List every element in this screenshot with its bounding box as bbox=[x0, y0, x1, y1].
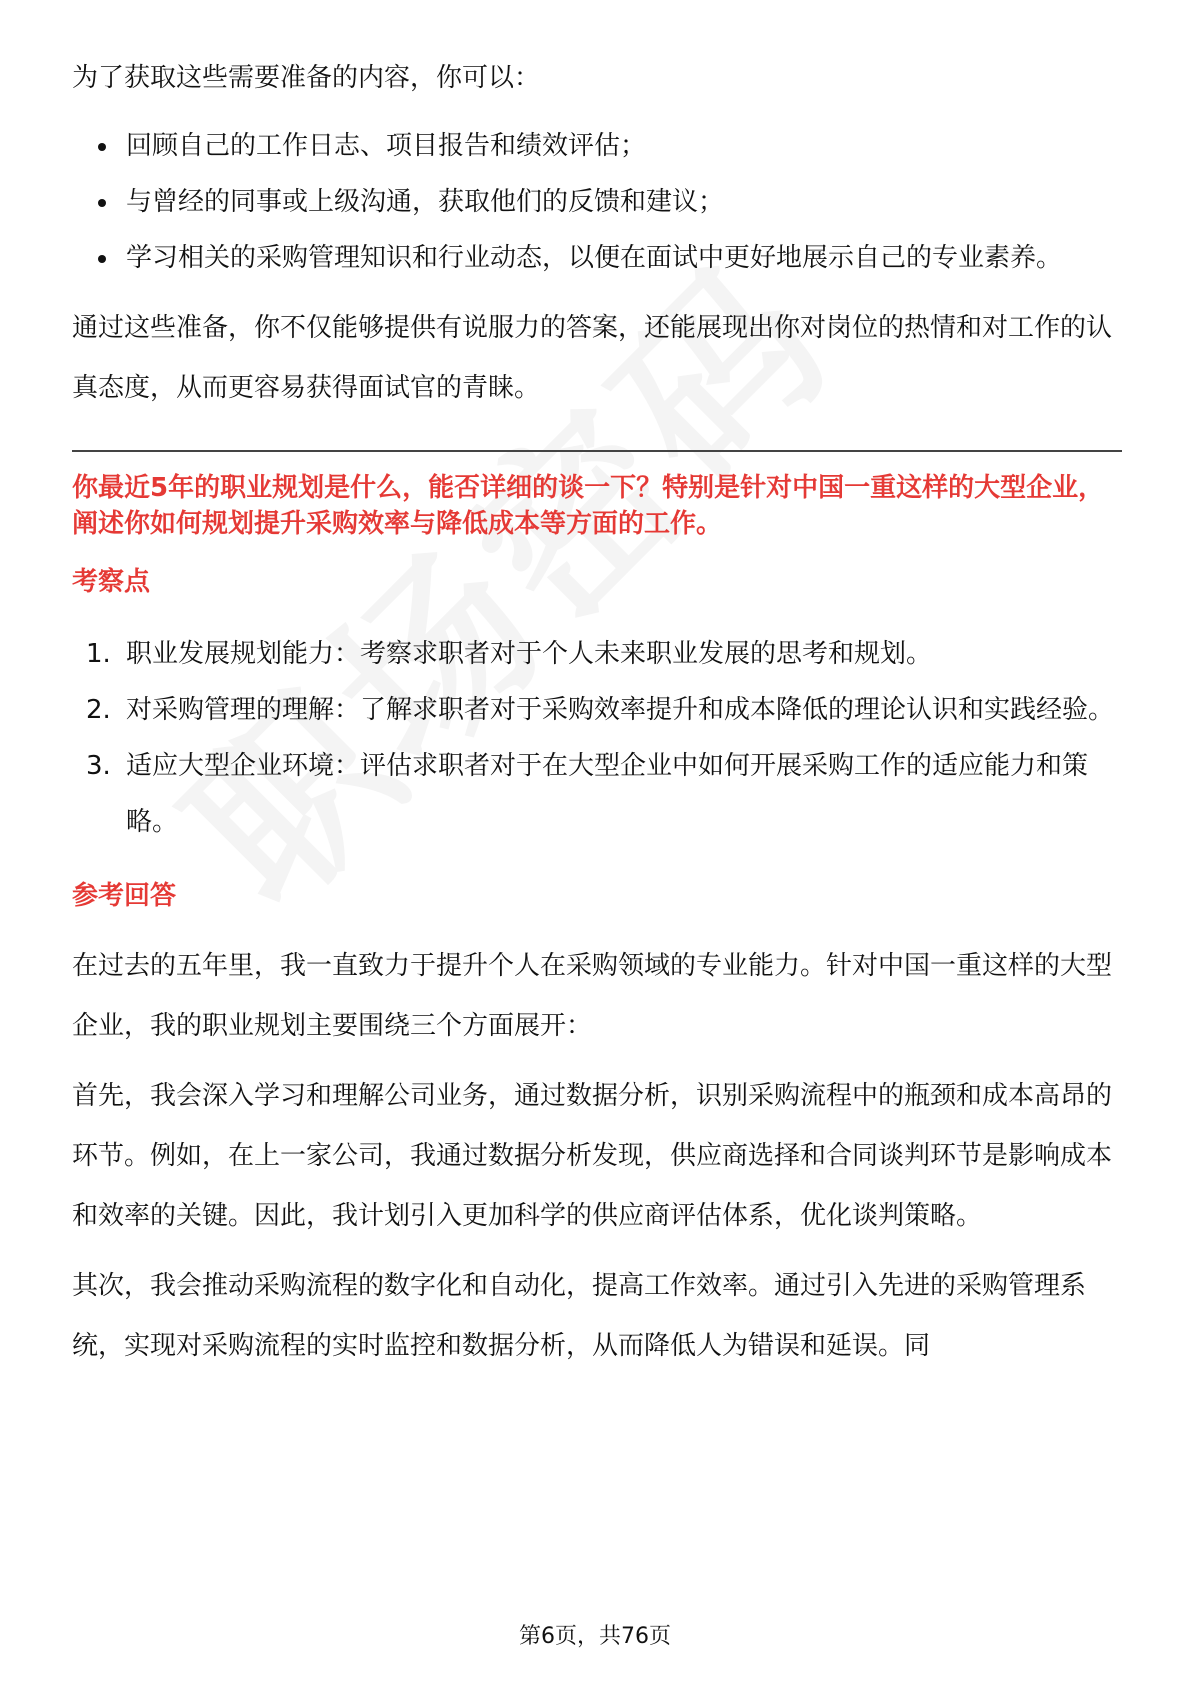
intro-paragraph: 为了获取这些需要准备的内容，你可以： bbox=[72, 63, 541, 93]
list-item bbox=[72, 230, 1122, 286]
bullet-icon bbox=[98, 199, 106, 207]
answer-paragraph: 在过去的五年里，我一直致力于提升个人在采购领域的专业能力。针对中国一重这样的大型企业，我的职业规划主要围绕三个方面展开： bbox=[72, 951, 1113, 1041]
page-number: 第6页，共76页 bbox=[519, 1624, 671, 1649]
list-item-text: 对采购管理的理解：了解求职者对于采购效率提升和成本降低的理论认识和实践经验。 bbox=[126, 695, 1115, 725]
list-number: 3. bbox=[86, 751, 111, 781]
list-item-text: 职业发展规划能力：考察求职者对于个人未来职业发展的思考和规划。 bbox=[126, 639, 933, 669]
preparation-list bbox=[72, 118, 1122, 286]
exam-points-heading: 考察点 bbox=[72, 567, 151, 597]
list-number: 1. bbox=[86, 639, 111, 669]
reference-answer-heading: 参考回答 bbox=[72, 881, 177, 911]
section-divider bbox=[72, 450, 1122, 452]
list-item bbox=[72, 118, 1122, 174]
list-item bbox=[72, 682, 1122, 738]
list-item bbox=[72, 174, 1122, 230]
closing-paragraph: 通过这些准备，你不仅能够提供有说服力的答案，还能展现出你对岗位的热情和对工作的认真态度，从而更容易获得面试官的青睐。 bbox=[72, 313, 1113, 403]
reference-answer bbox=[72, 936, 1122, 1376]
document-page bbox=[72, 48, 1122, 1386]
interview-question: 你最近5年的职业规划是什么，能否详细的谈一下？特别是针对中国一重这样的大型企业，阐述你如何规划提升采购效率与降低成本等方面的工作。 bbox=[72, 473, 1105, 539]
answer-paragraph: 其次，我会推动采购流程的数字化和自动化，提高工作效率。通过引入先进的采购管理系统，实现对采购流程的实时监控和数据分析，从而降低人为错误和延误。同 bbox=[72, 1271, 1087, 1361]
bullet-icon bbox=[98, 255, 106, 263]
list-item-text: 回顾自己的工作日志、项目报告和绩效评估； bbox=[126, 131, 647, 161]
list-item bbox=[72, 738, 1122, 850]
answer-paragraph: 首先，我会深入学习和理解公司业务，通过数据分析，识别采购流程中的瓶颈和成本高昂的环节。例如，在上一家公司，我通过数据分析发现，供应商选择和合同谈判环节是影响成本和效率的关键。因此，我计划引入更加科学的供应商评估体系，优化谈判策略。 bbox=[72, 1081, 1113, 1231]
list-number: 2. bbox=[86, 695, 111, 725]
exam-points-list bbox=[72, 626, 1122, 850]
list-item-text: 适应大型企业环境：评估求职者对于在大型企业中如何开展采购工作的适应能力和策略。 bbox=[126, 751, 1089, 837]
bullet-icon bbox=[98, 143, 106, 151]
list-item-text: 学习相关的采购管理知识和行业动态，以便在面试中更好地展示自己的专业素养。 bbox=[126, 243, 1063, 273]
list-item bbox=[72, 626, 1122, 682]
list-item-text: 与曾经的同事或上级沟通，获取他们的反馈和建议； bbox=[126, 187, 725, 217]
